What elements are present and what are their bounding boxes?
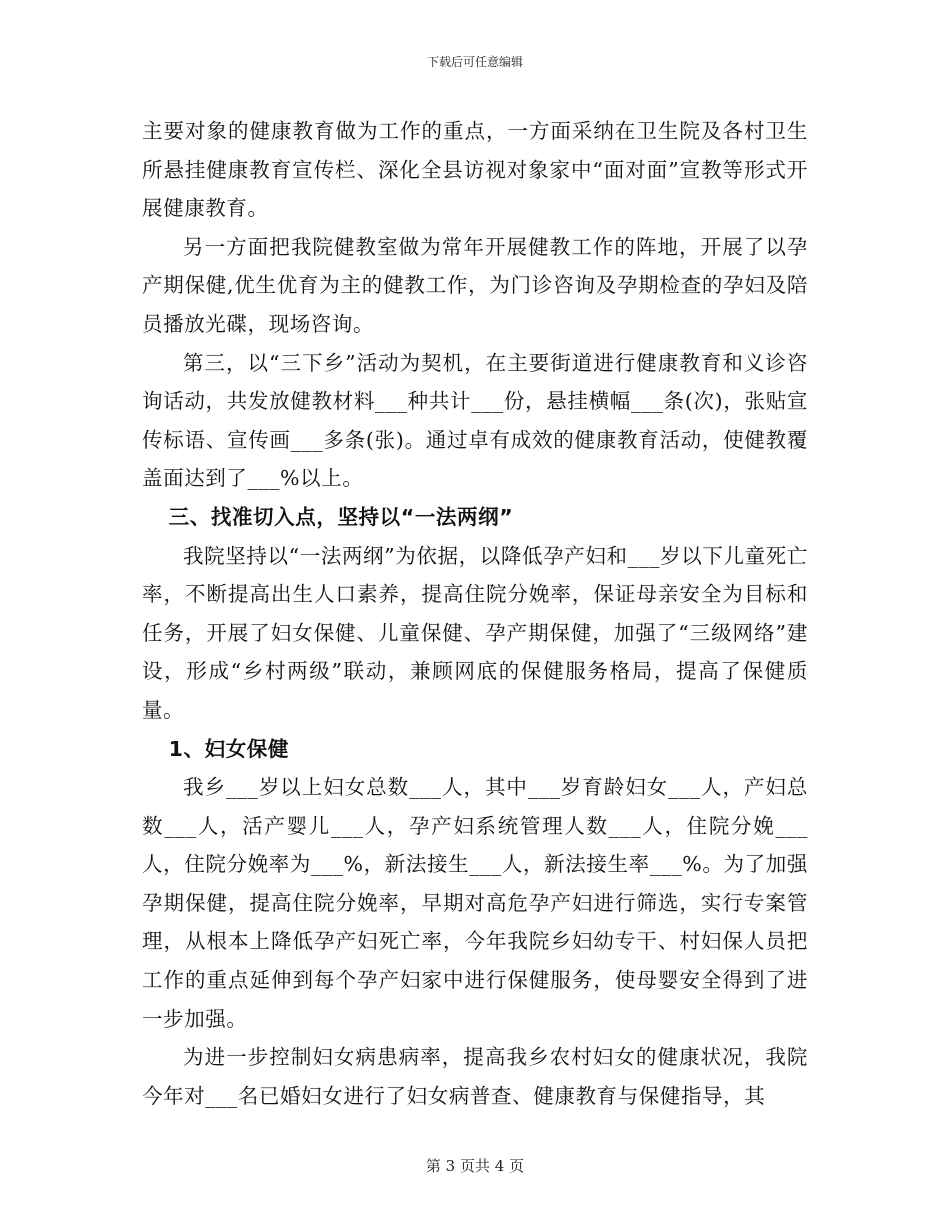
section-heading-3: 三、找准切入点，坚持以“一法两纲”: [168, 504, 514, 529]
paragraph-3: 第三，以“三下乡”活动为契机，在主要街道进行健康教育和义诊咨询话动，共发放健教材料___种共计___份，悬挂横幅___条(次)，张贴宣传标语、宣传画___多条(张)。通过卓有成效的健康教育活动，使健教覆盖面达到了___%以上。: [142, 350, 808, 491]
page-footer: 第 3 页共 4 页: [425, 1157, 525, 1175]
paragraph-1: 主要对象的健康教育做为工作的重点，一方面采纳在卫生院及各村卫生所悬挂健康教育宣传栏、深化全县访视对象家中“面对面”宣教等形式开展健康教育。: [142, 119, 808, 221]
paragraph-6: 为进一步控制妇女病患病率，提高我乡农村妇女的健康状况，我院今年对___名已婚妇女进行了妇女病普查、健康教育与保健指导，其: [142, 1045, 808, 1108]
paragraph-4: 我院坚持以“一法两纲”为依据，以降低孕产妇和___岁以下儿童死亡率，不断提高出生人口素养，提高住院分娩率，保证母亲安全为目标和任务，开展了妇女保健、儿童保健、孕产期保健，加强了“三级网络”建设，形成“乡村两级”联动，兼顾网底的保健服务格局，提高了保健质量。: [142, 543, 808, 722]
subsection-heading-1: 1、妇女保健: [168, 736, 290, 761]
document-body: [142, 112, 808, 1115]
paragraph-5: 我乡___岁以上妇女总数___人，其中___岁育龄妇女___人，产妇总数___人，活产婴儿___人，孕产妇系统管理人数___人，住院分娩___人，住院分娩率为___%，新法接生___人，新法接生率___%。为了加强孕期保健，提高住院分娩率，早期对高危孕产妇进行筛选，实行专案管理，从根本上降低孕产妇死亡率，今年我院乡妇幼专干、村妇保人员把工作的重点延伸到每个孕产妇家中进行保健服务，使母婴安全得到了进一步加强。: [142, 775, 808, 1031]
paragraph-2: 另一方面把我院健教室做为常年开展健教工作的阵地，开展了以孕产期保健,优生优育为主的健教工作，为门诊咨询及孕期检查的孕妇及陪员播放光碟，现场咨询。: [142, 234, 808, 336]
page-header: 下载后可任意编辑: [426, 55, 523, 69]
